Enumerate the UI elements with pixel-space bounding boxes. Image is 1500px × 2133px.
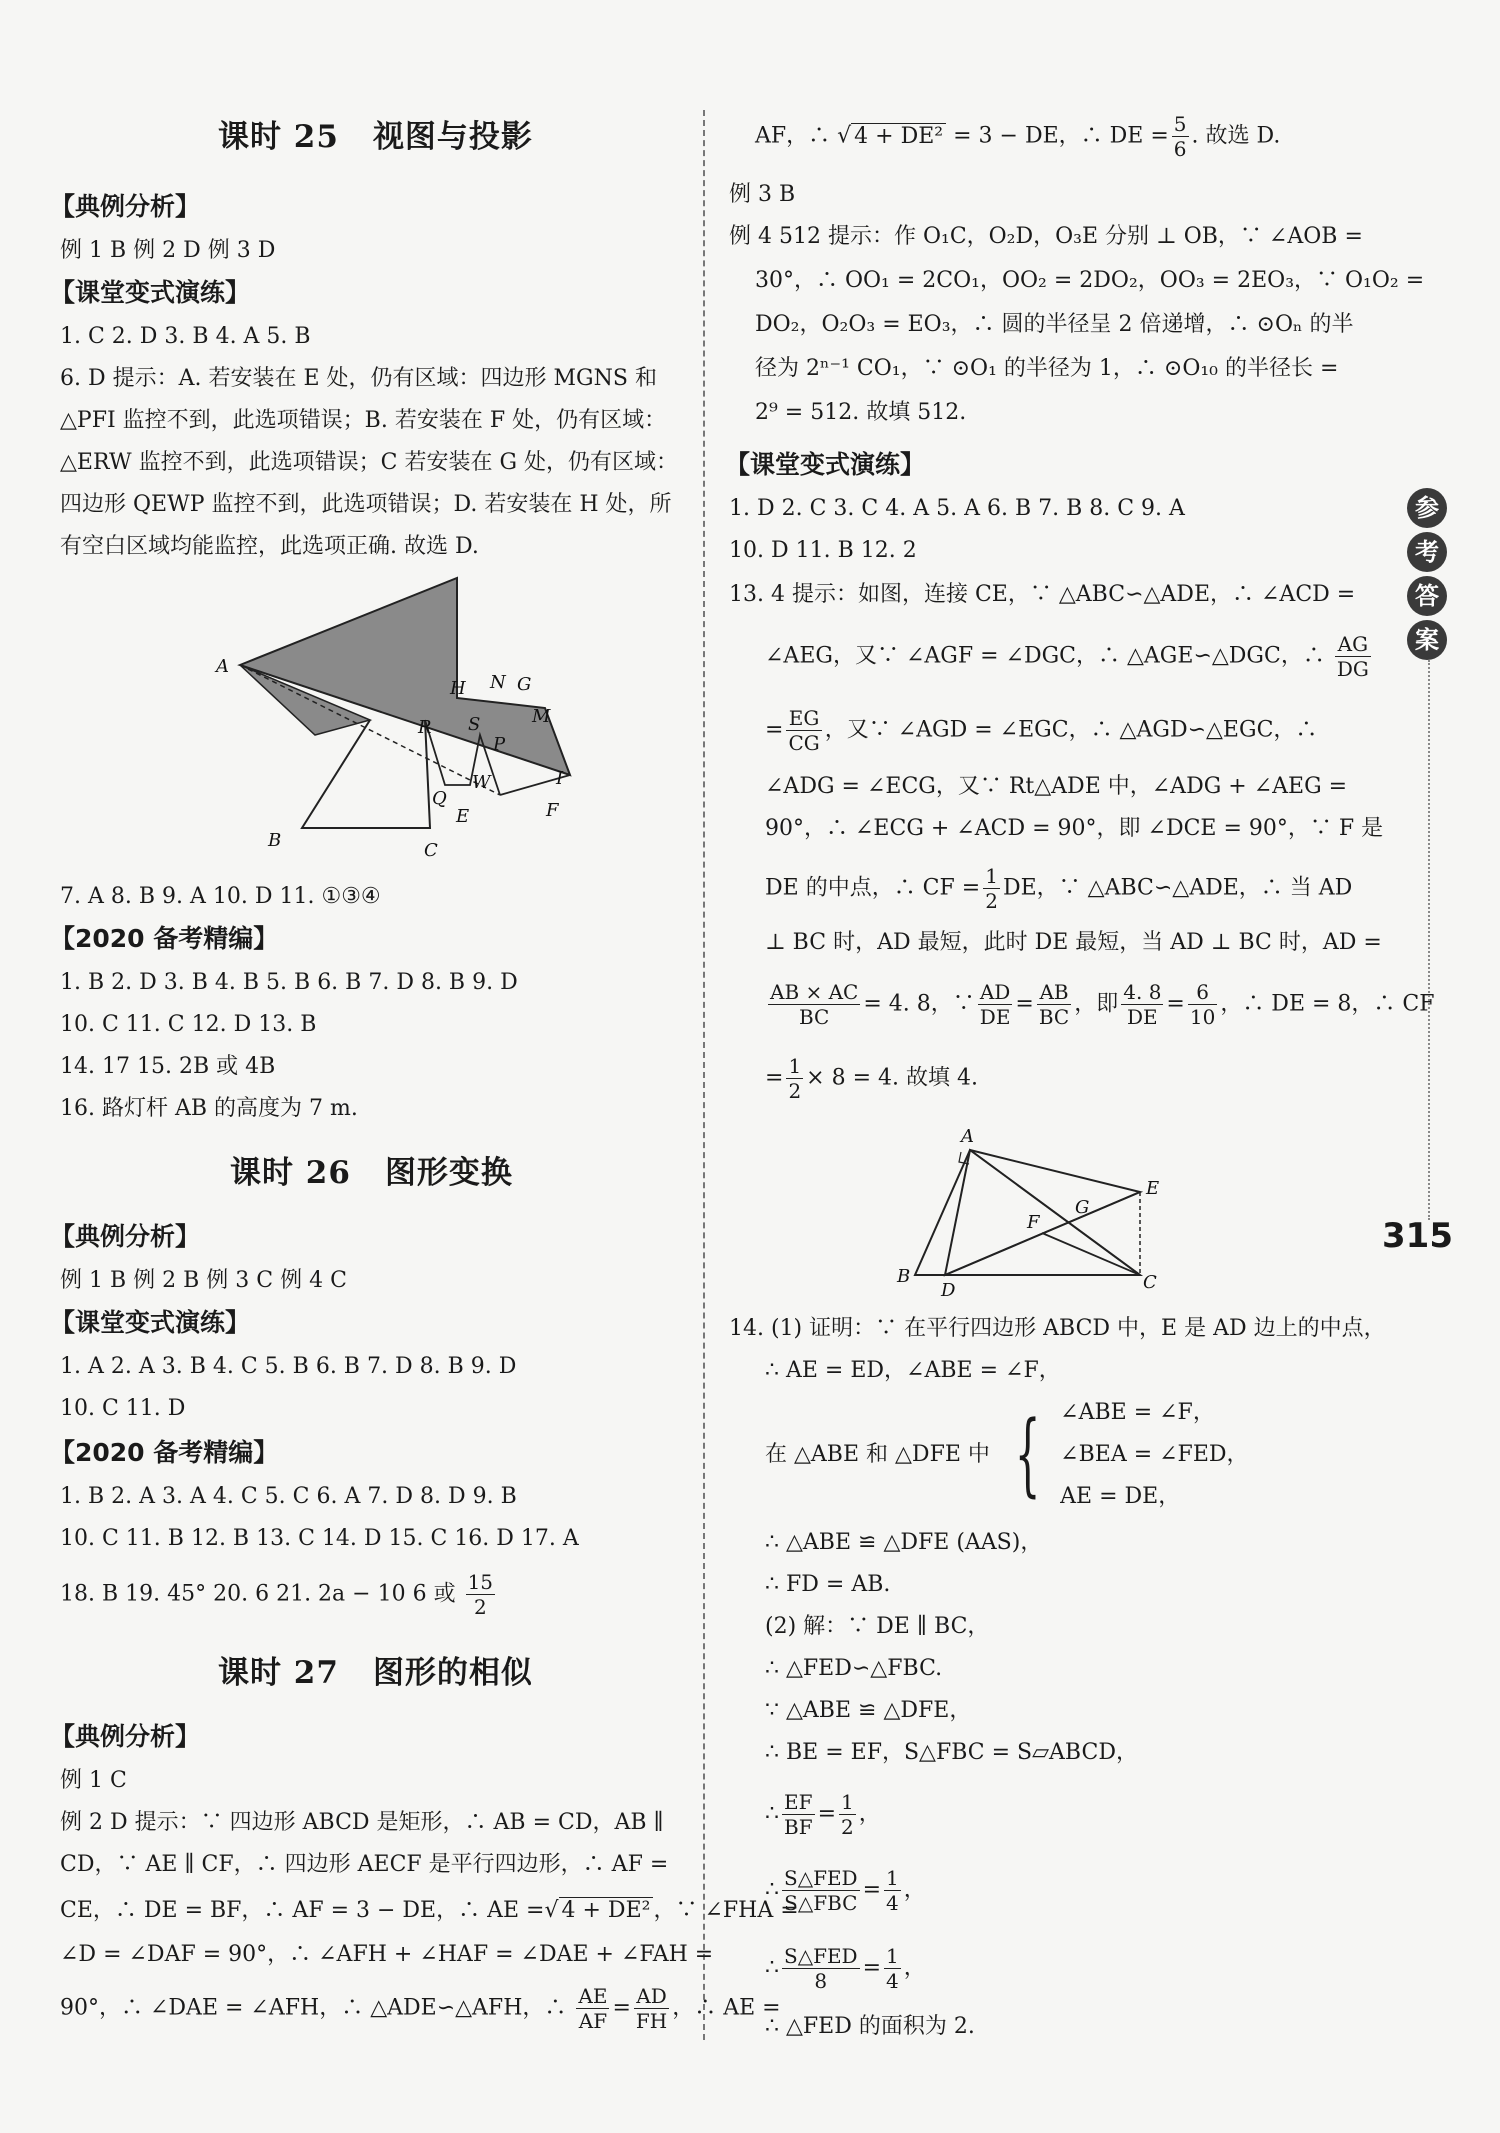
lesson-number: 课时 25 (218, 119, 339, 155)
answer-line (765, 1866, 926, 1915)
lesson-number: 课时 27 (218, 1655, 339, 1691)
answer-line: 例 1 B 例 2 B 例 3 C 例 4 C (60, 1268, 347, 1293)
answer-line: ∵ △ABE ≌ △DFE， (765, 1698, 972, 1723)
answer-text: DE 的中点，∴ CF = (765, 875, 981, 901)
answer-text: ，∴ DE = 8，∴ CF (1220, 991, 1435, 1017)
denominator: 8 (814, 1969, 828, 1993)
reference-answer-tab (1407, 488, 1463, 664)
column-divider (703, 110, 705, 2040)
numerator: 1 (886, 1866, 899, 1890)
fraction (983, 864, 1000, 913)
section-heading: 【课堂变式演练】 (50, 278, 251, 307)
label-m: M (532, 706, 551, 727)
label-f: F (546, 800, 559, 821)
answer-line: 10. C 11. C 12. D 13. B (60, 1012, 317, 1037)
denominator: 10 (1189, 1005, 1216, 1029)
denominator: DE (1127, 1005, 1158, 1029)
label-d: D (941, 1280, 956, 1300)
answer-text: = (765, 1065, 784, 1091)
answer-text: 90°，∴ ∠DAE = ∠AFH，∴ △ADE∽△AFH，∴ (60, 1995, 567, 2021)
tab-char: 答 (1407, 576, 1447, 616)
numerator: AG (1335, 632, 1371, 657)
section-heading: 【课堂变式演练】 (50, 1308, 251, 1337)
answer-line: 例 1 C (60, 1768, 127, 1793)
label-a: A (216, 656, 229, 677)
answer-line: 2⁹ = 512. 故填 512. (755, 400, 967, 425)
label-g: G (517, 674, 532, 695)
denominator: 2 (473, 1595, 487, 1619)
answer-line: 90°，∴ ∠ECG + ∠ACD = 90°，即 ∠DCE = 90°，∵ F 是 (765, 816, 1384, 841)
tab-char: 案 (1407, 620, 1447, 660)
fraction (1188, 980, 1217, 1029)
label-i: I (556, 768, 564, 789)
answer-line: AF，∴ √ 4 + DE² = 3 − DE，∴ DE = $\frac{5}{6}$ . 故选 D. (755, 112, 1281, 161)
denominator: CG (788, 731, 820, 755)
denominator: BC (798, 1005, 830, 1029)
label-p: P (493, 734, 506, 755)
denominator: 2 (985, 889, 998, 913)
answer-line: 例 3 B (729, 182, 796, 207)
system-lines (1060, 1392, 1248, 1518)
numerator: S△FED (784, 1944, 858, 1968)
fraction (1121, 980, 1163, 1029)
denominator: 6 (1173, 137, 1187, 161)
answer-line (765, 1790, 881, 1839)
section-heading: 【典例分析】 (50, 1722, 201, 1751)
answer-text: CE，∴ DE = BF，∴ AF = 3 − DE，∴ AE = (60, 1898, 545, 1923)
fraction (978, 980, 1013, 1029)
triangle-ade (945, 1150, 1140, 1275)
label-r: R (418, 717, 432, 738)
numerator: EF (782, 1790, 815, 1815)
answer-line: 10. D 11. B 12. 2 (729, 538, 917, 563)
lesson-number: 课时 26 (230, 1155, 351, 1191)
answer-text: = (1015, 991, 1034, 1017)
label-w: W (472, 772, 491, 793)
therefore-symbol: ∴ (765, 1801, 779, 1827)
numerator: 1 (985, 864, 998, 888)
denominator: DG (1336, 657, 1369, 681)
answer-line: 例 4 512 提示：作 O₁C，O₂D，O₃E 分别 ⊥ OB，∵ ∠AOB = (729, 224, 1363, 249)
answer-line: (2) 解：∵ DE ∥ BC， (765, 1614, 990, 1639)
answer-line: ∠D = ∠DAF = 90°，∴ ∠AFH + ∠HAF = ∠DAE + ∠FAH = (60, 1942, 714, 1967)
numerator: AD (978, 980, 1013, 1005)
fraction (782, 1790, 815, 1839)
answer-line: 例 2 D 提示：∵ 四边形 ABCD 是矩形，∴ AB = CD，AB ∥ (60, 1810, 664, 1835)
denominator: BC (1038, 1005, 1070, 1029)
answer-text: ，∴ AE = (672, 1995, 781, 2021)
answer-line: 30°，∴ OO₁ = 2CO₁，OO₂ = 2DO₂，OO₃ = 2EO₃，∵ O₁O₂ = (755, 268, 1425, 293)
denominator: 4 (886, 1891, 899, 1915)
denominator: 2 (841, 1815, 854, 1839)
fraction (884, 1944, 901, 1993)
denominator: 2 (788, 1079, 802, 1103)
denominator: DE (979, 1005, 1011, 1029)
section-heading: 【2020 备考精编】 (50, 924, 279, 953)
answer-line: ∴ FD = AB. (765, 1572, 891, 1597)
numerator: EG (786, 706, 821, 731)
lesson-name: 图形的相似 (372, 1655, 533, 1691)
section-heading: 【典例分析】 (50, 192, 201, 221)
label-g: G (1075, 1197, 1090, 1218)
numerator: 1 (841, 1790, 854, 1814)
system-brace (997, 1392, 1249, 1518)
answer-text: DE，∵ △ABC∽△ADE，∴ 当 AD (1002, 875, 1353, 901)
answer-line: ∴ BE = EF，S△FBC = S▱ABCD， (765, 1740, 1138, 1765)
lesson-26-title (230, 1152, 513, 1194)
answer-line: 1. D 2. C 3. C 4. A 5. A 6. B 7. B 8. C 9. A (729, 496, 1185, 521)
answer-line: 13. 4 提示：如图，连接 CE，∵ △ABC∽△ADE，∴ ∠ACD = (729, 582, 1356, 607)
numerator: AD (634, 1984, 669, 2009)
section-heading: 【2020 备考精编】 (50, 1438, 279, 1467)
comma: ， (858, 1801, 881, 1827)
answer-text: ∠AEG，又∵ ∠AGF = ∠DGC，∴ △AGE∽△DGC，∴ (765, 643, 1325, 669)
answer-text: × 8 = 4. 故填 4. (806, 1065, 978, 1091)
label-c: C (424, 840, 438, 861)
answer-line: 例 1 B 例 2 D 例 3 D (60, 238, 276, 263)
q6-explanation: 6. D 提示：A. 若安装在 E 处，仍有区域：四边形 MGNS 和 △PFI 监控不到，此选项错误；B. 若安装在 F 处，仍有区域：△ERW 监控不到，此选项错误；C 若安装在 G 处，仍有区域：四边形 QEWP 监控不到，此选项错误；D. 若安装在 H 处，所有空白区域均能监控，此选项正确. 故选 D. (60, 366, 679, 559)
answer-line: CE，∴ DE = BF，∴ AF = 3 − DE，∴ AE =√ 4 + DE² ，∵ ∠FHA = (60, 1898, 799, 1923)
numerator: AE (578, 1984, 608, 2008)
system-line: ∠ABE = ∠F， (1060, 1400, 1215, 1425)
answer-line: 7. A 8. B 9. A 10. D 11. ①③④ (60, 884, 381, 909)
answer-text: ，又∵ ∠AGD = ∠EGC，∴ △AGD∽△EGC，∴ (824, 717, 1318, 743)
triangle-abc (302, 720, 430, 828)
numerator: S△FED (784, 1866, 858, 1890)
answer-text: ，即 (1074, 991, 1119, 1017)
fraction (782, 1866, 860, 1915)
label-e: E (1146, 1178, 1160, 1199)
numerator: 6 (1188, 980, 1217, 1005)
equals-sign: = (817, 1801, 837, 1827)
therefore-symbol: ∴ (765, 1955, 779, 1981)
equals-sign: = (862, 1955, 882, 1981)
numerator: AB (1037, 980, 1071, 1005)
answer-line: 14. 17 15. 2B 或 4B (60, 1054, 276, 1079)
numerator: 15 (467, 1570, 494, 1594)
section-heading: 【课堂变式演练】 (725, 450, 926, 479)
label-q: Q (432, 788, 447, 809)
figure-monitoring (210, 570, 590, 870)
lesson-name: 视图与投影 (372, 119, 533, 155)
answer-line (60, 1570, 498, 1619)
fraction (576, 1984, 609, 2033)
answer-line: ∠ADG = ∠ECG，又∵ Rt△ADE 中，∠ADG + ∠AEG = (765, 774, 1348, 799)
answer-line: 16. 路灯杆 AB 的高度为 7 m. (60, 1096, 358, 1121)
denominator: 4 (886, 1969, 899, 1993)
answer-line: ∴ △FED 的面积为 2. (765, 2014, 975, 2039)
answer-text: 在 △ABE 和 △DFE 中 (765, 1442, 990, 1467)
section-heading: 【典例分析】 (50, 1222, 201, 1251)
lesson-name: 图形变换 (384, 1155, 513, 1191)
fraction (839, 1790, 856, 1839)
lesson-25-title (218, 116, 533, 158)
segment-ac (970, 1150, 1140, 1275)
side-dotted-line (1428, 660, 1430, 1220)
sqrt-expression: 4 + DE² (559, 1897, 654, 1923)
tab-char: 考 (1407, 532, 1447, 572)
label-n: N (490, 672, 506, 693)
answer-text: = 3 − DE，∴ DE = (953, 123, 1169, 149)
denominator: AF (578, 2009, 608, 2033)
answer-text: 18. B 19. 45° 20. 6 21. 2a − 10 6 或 (60, 1581, 456, 1607)
answer-line (765, 706, 1317, 755)
answer-line: 90°，∴ ∠DAE = ∠AFH，∴ △ADE∽△AFH，∴ $\frac{AE}{AF}$ = $\frac{AD}{FH}$ ，∴ AE = (60, 1984, 781, 2033)
page-number: 315 (1382, 1216, 1453, 1256)
label-a: A (961, 1126, 974, 1147)
fraction (1335, 632, 1371, 681)
answer-line: ∴ AE = ED，∠ABE = ∠F， (765, 1358, 1061, 1383)
therefore-symbol: ∴ (765, 1877, 779, 1903)
answer-line: 1. B 2. D 3. B 4. B 5. B 6. B 7. D 8. B 9. D (60, 970, 518, 995)
answer-line (765, 980, 1435, 1029)
answer-line: ∴ △ABE ≌ △DFE (AAS)， (765, 1530, 1043, 1555)
numerator: 5 (1173, 112, 1187, 136)
fraction (634, 1984, 669, 2033)
answer-line: 径为 2ⁿ⁻¹ CO₁，∵ ⊙O₁ 的半径为 1，∴ ⊙O₁₀ 的半径长 = (755, 356, 1339, 381)
answer-line: DO₂，O₂O₃ = EO₃，∴ 圆的半径呈 2 倍递增，∴ ⊙Oₙ 的半 (755, 312, 1354, 337)
fraction (786, 1054, 803, 1103)
equation-system (765, 1392, 1249, 1518)
answer-line (765, 1054, 978, 1103)
denominator: S△FBC (784, 1891, 858, 1915)
tab-char: 参 (1407, 488, 1447, 528)
denominator: FH (635, 2009, 668, 2033)
system-line: AE = DE， (1060, 1484, 1181, 1509)
answer-line: 10. C 11. D (60, 1396, 186, 1421)
answer-line: 1. A 2. A 3. B 4. C 5. B 6. B 7. D 8. B 9. D (60, 1354, 517, 1379)
figure-similar-triangles (875, 1120, 1165, 1300)
fraction (1172, 112, 1189, 161)
answer-line (765, 1944, 926, 1993)
label-c: C (1143, 1272, 1157, 1293)
equals-sign: = (862, 1877, 882, 1903)
numerator: 1 (886, 1944, 899, 1968)
lesson-27-title (218, 1652, 533, 1694)
fraction (466, 1570, 495, 1619)
fraction (884, 1866, 901, 1915)
numerator: 4. 8 (1123, 980, 1162, 1004)
answer-line: 10. C 11. B 12. B 13. C 14. D 15. C 16. D 17. A (60, 1526, 579, 1551)
comma: ， (903, 1877, 926, 1903)
answer-line: ∴ △FED∽△FBC. (765, 1656, 943, 1681)
answer-line: 14. (1) 证明：∵ 在平行四边形 ABCD 中，E 是 AD 边上的中点， (729, 1316, 1386, 1341)
numerator: AB × AC (770, 980, 859, 1004)
label-f: F (1027, 1212, 1040, 1233)
answer-text: AF，∴ (755, 123, 831, 149)
label-e: E (456, 806, 470, 827)
system-line: ∠BEA = ∠FED， (1060, 1442, 1249, 1467)
comma: ， (903, 1955, 926, 1981)
fraction (768, 980, 860, 1029)
answer-line (765, 864, 1352, 913)
answer-text: = (765, 717, 784, 743)
answer-text: ，∵ ∠FHA = (653, 1898, 799, 1923)
label-h: H (450, 678, 466, 699)
fraction (786, 706, 821, 755)
answer-text: = 4. 8，∵ (863, 991, 975, 1017)
label-b: B (268, 830, 282, 851)
sqrt-expression: 4 + DE² (851, 123, 946, 149)
answer-text: = (1166, 991, 1185, 1017)
answer-text: . 故选 D. (1191, 123, 1281, 149)
label-b: B (897, 1266, 911, 1287)
numerator: 1 (788, 1054, 802, 1078)
answer-line: 1. C 2. D 3. B 4. A 5. B (60, 324, 311, 349)
denominator: BF (784, 1815, 813, 1839)
brace-icon: { (1014, 1402, 1041, 1507)
fraction (1037, 980, 1071, 1029)
answer-line (765, 632, 1374, 681)
answer-line: ⊥ BC 时，AD 最短，此时 DE 最短，当 AD ⊥ BC 时，AD = (765, 930, 1382, 955)
fraction (782, 1944, 860, 1993)
answer-line: CD，∵ AE ∥ CF，∴ 四边形 AECF 是平行四边形，∴ AF = (60, 1852, 669, 1877)
label-s: S (468, 714, 481, 735)
answer-line: 1. B 2. A 3. A 4. C 5. C 6. A 7. D 8. D 9. B (60, 1484, 517, 1509)
